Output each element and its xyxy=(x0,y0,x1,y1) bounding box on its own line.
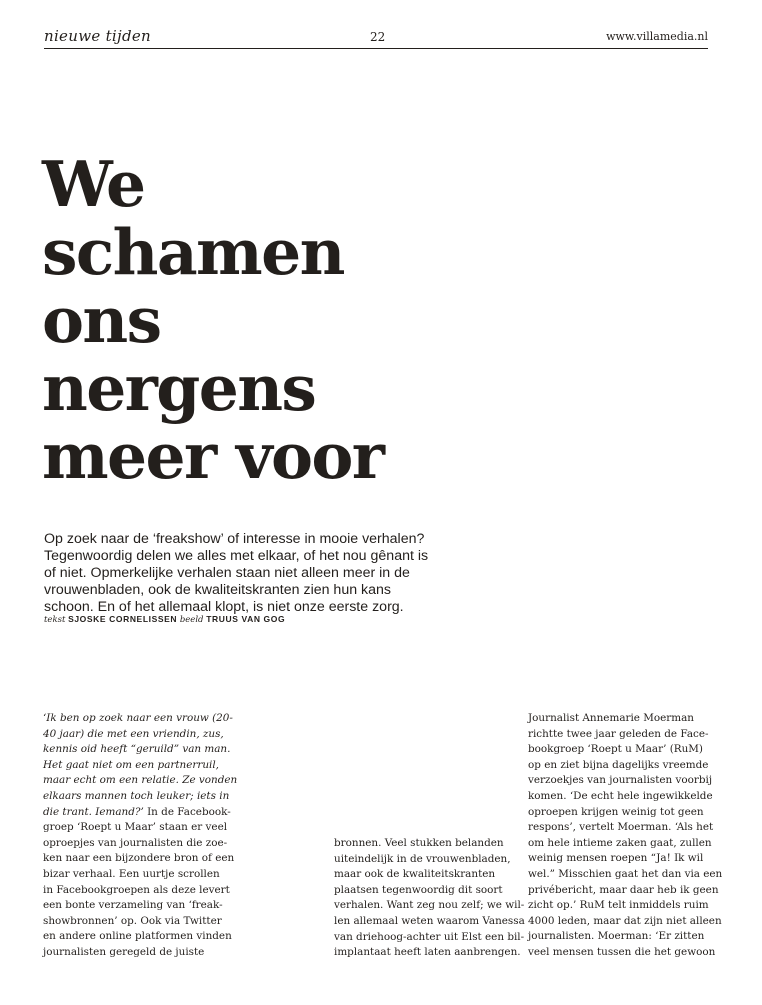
website-url: www.villamedia.nl xyxy=(606,30,708,43)
column-line: journalisten geregeld de juiste xyxy=(43,945,205,958)
column-line: privébericht, maar daar heb ik geen xyxy=(528,883,719,896)
author-name: SJOSKE CORNELISSEN xyxy=(68,614,178,624)
column-line: len allemaal weten waarom Vanessa xyxy=(334,914,525,927)
photographer-name: TRUUS VAN GOG xyxy=(206,614,286,624)
magazine-brand: nieuwe tijden xyxy=(44,27,151,45)
column-line: ken naar een bijzondere bron of een xyxy=(43,852,235,865)
column-line xyxy=(43,805,237,821)
column-line: ‘Ik ben op zoek naar een vrouw (20- xyxy=(43,712,233,724)
article-credits xyxy=(44,614,285,625)
title-line: schamen xyxy=(42,215,344,289)
column-line: maar ook de kwaliteitskranten xyxy=(334,868,496,881)
column-line: bronnen. Veel stukken belanden xyxy=(334,837,504,849)
column-line: zicht op.’ RuM telt inmiddels ruim xyxy=(528,899,709,912)
column-line: bizar verhaal. Een uurtje scrollen xyxy=(43,867,220,880)
body-column-3 xyxy=(528,711,722,961)
column-line: oproepen krijgen weinig tot geen xyxy=(528,805,704,818)
column-line: verhalen. Want zeg nou zelf; we wil- xyxy=(334,899,525,912)
column-line: komen. ‘De echt hele ingewikkelde xyxy=(528,789,713,802)
column-line: groep ‘Roept u Maar’ staan er veel xyxy=(43,821,228,834)
column-line: oproepjes van journalisten die zoe- xyxy=(43,836,228,849)
title-line: We xyxy=(42,147,145,221)
column-line: uiteindelijk in de vrouwenbladen, xyxy=(334,852,511,865)
column-line: en andere online platformen vinden xyxy=(43,930,232,943)
column-line: verzoekjes van journalisten voorbij xyxy=(528,774,713,787)
page-header xyxy=(44,26,708,49)
article-title xyxy=(42,147,462,493)
article-intro: Op zoek naar de ‘freakshow’ of interesse in mooie verhalen? Tegenwoordig delen we alles met elkaar, of het nou gênant is of niet. Opmerkelijke verhalen staan niet alleen meer in de vrouwenbladen, ook de kwaliteitskranten zien hun kans schoon. En of het allemaal klopt, is niet onze eerste zorg. xyxy=(44,531,429,615)
column-line: 40 jaar) die met een vriendin, zus, xyxy=(43,727,224,740)
body-column-2 xyxy=(334,836,525,961)
image-credit-label: beeld xyxy=(179,615,204,625)
column-line: maar echt om een relatie. Ze vonden xyxy=(43,774,238,787)
column-line: weinig mensen roepen “Ja! Ik wil xyxy=(528,852,704,865)
column-line: in Facebookgroepen als deze levert xyxy=(43,883,230,896)
column-line: 4000 leden, maar dat zijn niet alleen xyxy=(528,914,722,927)
column-line: van driehoog-achter uit Elst een bil- xyxy=(334,930,525,943)
column-line: respons’, vertelt Moerman. ‘Als het xyxy=(528,821,714,834)
body-column-1 xyxy=(43,711,237,961)
quote-end: die trant. Iemand?’ xyxy=(43,805,144,818)
column-line: een bonte verzameling van ‘freak- xyxy=(43,899,223,912)
column-line: om hele intieme zaken gaat, zullen xyxy=(528,836,712,849)
column-line: op en ziet bijna dagelijks vreemde xyxy=(528,758,709,771)
column-line: veel mensen tussen die het gewoon xyxy=(528,945,716,958)
title-line: meer voor xyxy=(42,419,384,493)
column-line: showbronnen’ op. Ook via Twitter xyxy=(43,914,222,927)
column-line: journalisten. Moerman: ‘Er zitten xyxy=(528,930,705,943)
column-line: wel.” Misschien gaat het dan via een xyxy=(528,867,723,880)
text-credit-label: tekst xyxy=(44,615,66,625)
column-line: kennis oid heeft “geruild” van man. xyxy=(43,743,231,756)
page-number: 22 xyxy=(370,30,386,44)
title-line: nergens xyxy=(42,351,316,425)
column-line: Het gaat niet om een partnerruil, xyxy=(43,758,219,771)
title-line: ons xyxy=(42,283,161,357)
column-line: bookgroep ‘Roept u Maar’ (RuM) xyxy=(528,743,703,756)
column-line-tail: In de Facebook- xyxy=(143,805,231,818)
column-line: Journalist Annemarie Moerman xyxy=(528,712,695,724)
column-line: elkaars mannen toch leuker; iets in xyxy=(43,789,230,802)
column-line: implantaat heeft laten aanbrengen. xyxy=(334,946,521,959)
column-line: plaatsen tegenwoordig dit soort xyxy=(334,883,503,896)
column-line: richtte twee jaar geleden de Face- xyxy=(528,727,709,740)
